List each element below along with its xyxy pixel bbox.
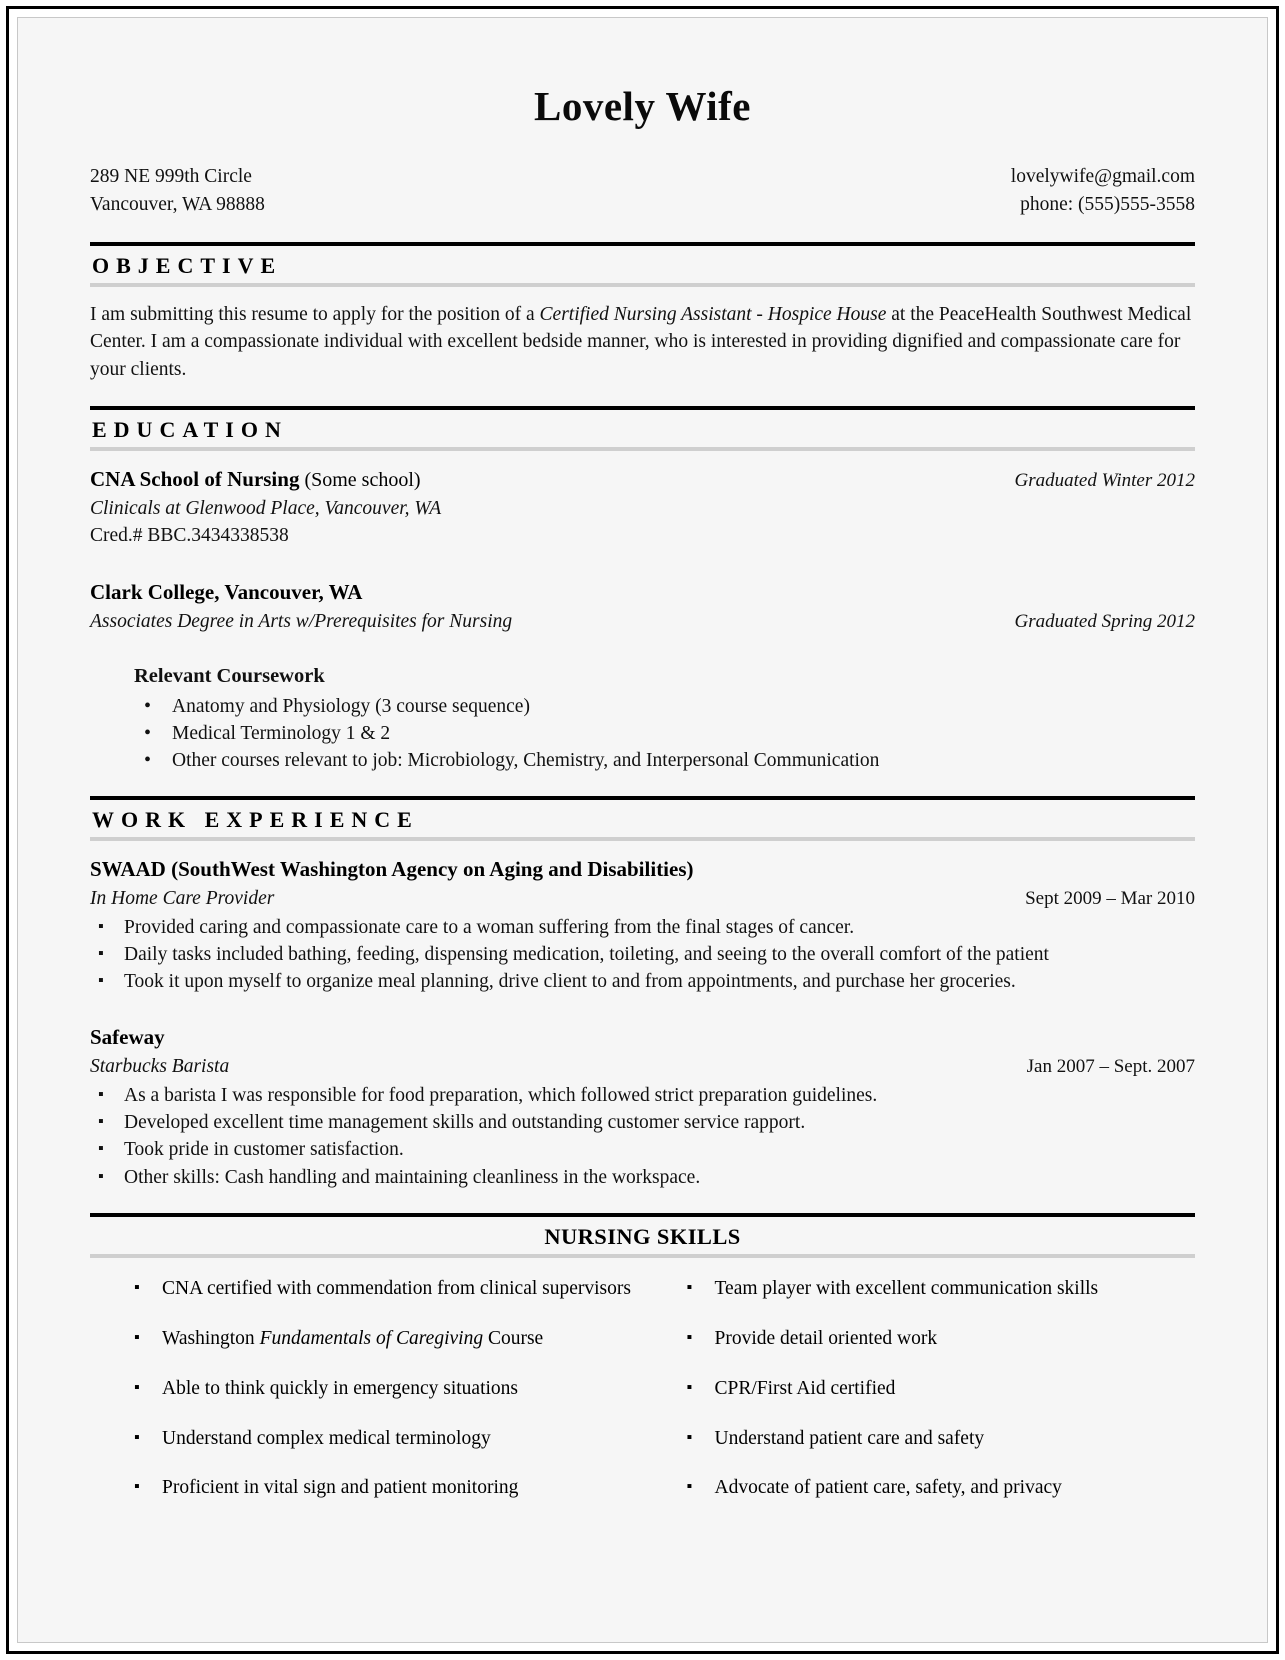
resume-sheet [18,18,1267,1642]
list-item: ▪ As a barista I was responsible for food preparation, which followed strict preparation guidelines. [90,1083,1195,1109]
list-item [126,1475,643,1501]
job-entry [90,1023,1195,1190]
education-entry [90,465,1195,550]
job-entry [90,855,1195,995]
education-entry [90,578,1195,636]
skill-text-pre: Understand complex medical terminology [162,1427,491,1449]
job-entry-header [90,885,1195,913]
list-item [679,1426,1196,1452]
section-education [90,406,1195,775]
skill-text-pre: Washington [162,1327,260,1349]
list-item [126,1326,643,1352]
job-org: Safeway [90,1025,165,1050]
skill-text-pre: Advocate of patient care, safety, and privacy [714,1477,1062,1499]
section-heading-nursing-skills: NURSING SKILLS [90,1213,1195,1258]
skill-text-pre: Understand patient care and safety [714,1427,985,1449]
skill-text-pre: CNA certified with commendation from clinical supervisors [162,1277,631,1299]
skills-grid [90,1258,1195,1526]
list-item: ▪ Took pride in customer satisfaction. [90,1137,1195,1163]
objective-text-part1: I am submitting this resume to apply for the position of a [90,303,540,325]
list-item [126,1276,643,1302]
document-page-frame [6,6,1279,1654]
job-title: Starbucks Barista [90,1056,230,1078]
coursework-list [134,694,1195,774]
objective-paragraph [90,301,1195,384]
page-title: Lovely Wife [534,83,751,129]
section-body-objective [90,287,1195,384]
section-body-education [90,451,1195,775]
objective-text-part2: at the PeaceHealth Southwest Medical Center. I am a compassionate individual with excellent bedside manner, who is interested in providing dignified and compassionate care for your clients. [90,303,1192,380]
contact-details [1011,163,1195,220]
list-item: ▪ Other skills: Cash handling and maintaining cleanliness in the workspace. [90,1165,1195,1191]
section-heading-work-experience: WORK EXPERIENCE [90,796,1195,841]
section-work-experience [90,796,1195,1190]
job-entry-header [90,1053,1195,1081]
section-heading-objective: OBJECTIVE [90,242,1195,287]
education-entry-header [90,608,1195,636]
job-duties-list [90,915,1195,995]
education-org [90,578,1195,608]
coursework-title: Relevant Coursework [134,664,325,687]
job-date: Sept 2009 – Mar 2010 [1025,888,1195,910]
list-item [679,1475,1196,1501]
list-item: ▪ Daily tasks included bathing, feeding, dispensing medication, toileting, and seeing to the overall comfort of the patient [90,942,1195,968]
section-heading-education: EDUCATION [90,406,1195,451]
section-body-work-experience [90,841,1195,1190]
list-item: ▪ Took it upon myself to organize meal planning, drive client to and from appointments, and purchase her groceries. [90,969,1195,995]
job-date: Jan 2007 – Sept. 2007 [1026,1056,1195,1078]
list-item [126,1376,643,1402]
list-item: • Medical Terminology 1 & 2 [134,721,1195,747]
skill-text-em: Fundamentals of Caregiving [259,1327,484,1349]
job-title: In Home Care Provider [90,888,275,910]
education-date: Graduated Spring 2012 [1014,610,1195,632]
coursework-block [90,662,1195,774]
address-line-2: Vancouver, WA 98888 [90,194,265,216]
contact-block [90,163,1195,220]
job-org: SWAAD (SouthWest Washington Agency on Aging and Disabilities) [90,857,694,882]
skill-text-post: Course [483,1327,544,1349]
list-item: • Other courses relevant to job: Microbiology, Chemistry, and Interpersonal Communication [134,748,1195,774]
list-item [679,1376,1196,1402]
list-item [679,1276,1196,1302]
skill-text-pre: Able to think quickly in emergency situations [162,1377,518,1399]
education-org [90,465,421,495]
skill-text-pre: Proficient in vital sign and patient monitoring [162,1477,519,1499]
skills-list-right [679,1276,1196,1502]
phone-text: phone: (555)555-3558 [1020,194,1195,216]
skill-text-pre: CPR/First Aid certified [714,1377,896,1399]
objective-emphasis: Certified Nursing Assistant - Hospice House [539,303,887,325]
list-item: ▪ Developed excellent time management skills and outstanding customer service rapport. [90,1110,1195,1136]
email-text: lovelywife@gmail.com [1010,166,1195,188]
list-item: ▪ Provided caring and compassionate care to a woman suffering from the final stages of cancer. [90,915,1195,941]
education-org-name: CNA School of Nursing [90,466,300,491]
section-objective [90,242,1195,384]
skill-text-pre: Team player with excellent communication skills [714,1277,1099,1299]
section-nursing-skills [90,1213,1195,1526]
education-credential: Cred.# BBC.3434338538 [90,525,289,547]
education-org-name: Clark College, Vancouver, WA [90,580,363,605]
skills-list-left [126,1276,643,1502]
address-line-1: 289 NE 999th Circle [90,166,252,188]
skills-column-right [679,1274,1196,1526]
skill-text-pre: Provide detail oriented work [714,1327,938,1349]
education-org-suffix: (Some school) [299,468,421,491]
job-duties-list [90,1083,1195,1191]
list-item [679,1326,1196,1352]
list-item [126,1426,643,1452]
education-subtitle: Clinicals at Glenwood Place, Vancouver, WA [90,497,442,519]
document-page-inner [17,17,1268,1643]
education-entry-header [90,465,1195,495]
contact-address [90,163,265,220]
list-item: • Anatomy and Physiology (3 course sequence) [134,694,1195,720]
education-date: Graduated Winter 2012 [1014,469,1195,491]
education-subtitle: Associates Degree in Arts w/Prerequisites for Nursing [90,610,513,632]
skills-column-left [126,1274,643,1526]
